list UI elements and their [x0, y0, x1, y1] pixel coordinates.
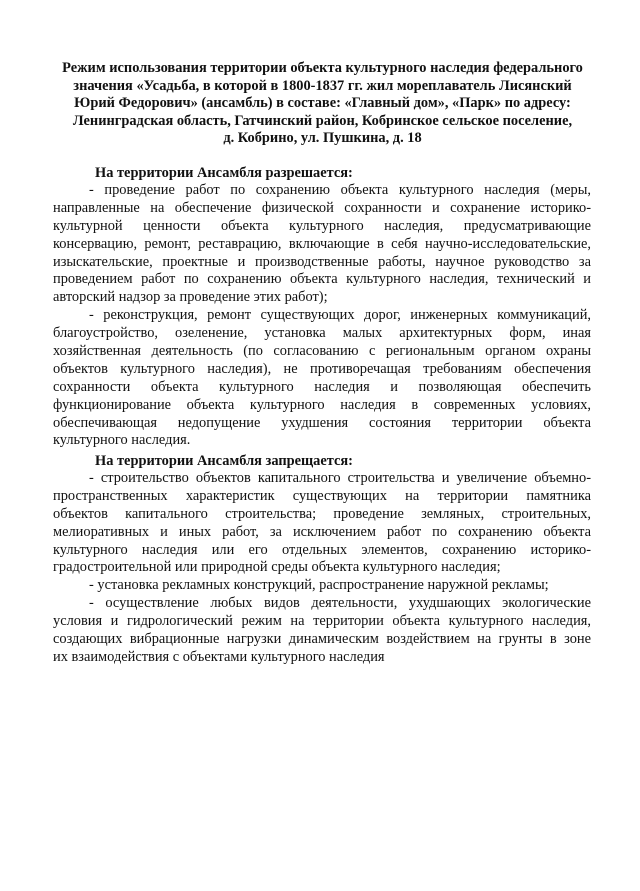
section-allowed [53, 164, 591, 450]
text-line: объектов капитального строительства; проведение земляных, строительных, [53, 505, 591, 522]
section-heading: На территории Ансамбля разрешается: [95, 165, 353, 181]
text-line: культурного наследия. [53, 432, 191, 449]
text-line: авторский надзор за проведение этих работ); [53, 289, 328, 306]
list-item [53, 595, 591, 667]
text-line: консервацию, ремонт, реставрацию, включающие в себя научно-исследовательские, [53, 235, 591, 252]
list-item [53, 307, 591, 450]
document-title [50, 60, 595, 148]
text-line: мелиоративных и иных работ, за исключением работ по сохранению объекта [53, 523, 591, 540]
text-line: обеспечивающая недопущение ухудшения состояния территории объекта [53, 414, 591, 431]
text-line: функционирование объекта культурного наследия в современных условиях, [53, 396, 591, 413]
text-line: - проведение работ по сохранению объекта культурного наследия (меры, [89, 182, 591, 198]
text-line: создающих вибрационные нагрузки динамическим воздействием на грунты в зоне [53, 631, 591, 648]
list-item [53, 182, 591, 307]
title-line: значения «Усадьба, в которой в 1800-1837 гг. жил мореплаватель Лисянский [73, 77, 572, 94]
text-line: - строительство объектов капитального строительства и увеличение объемно- [89, 470, 591, 486]
text-line: - реконструкция, ремонт существующих дорог, инженерных коммуникаций, [89, 307, 591, 324]
list-item [53, 470, 591, 577]
title-line: Режим использования территории объекта культурного наследия федерального [62, 60, 583, 76]
text-line: изыскательские, проектные и производственные работы, научное руководство за [53, 253, 591, 270]
text-line: - осуществление любых видов деятельности, ухудшающих экологические [89, 595, 591, 612]
title-line: Ленинградская область, Гатчинский район, Кобринское сельское поселение, [72, 112, 573, 129]
text-line: сохранности объекта культурного наследия и позволяющая обеспечить [53, 378, 591, 395]
title-line: д. Кобрино, ул. Пушкина, д. 18 [223, 130, 422, 146]
section-heading: На территории Ансамбля запрещается: [95, 453, 353, 469]
text-line: - установка рекламных конструкций, распространение наружной рекламы; [89, 577, 549, 594]
text-line: хозяйственная деятельность (по согласованию с региональным органом охраны [53, 343, 591, 360]
list-item [53, 577, 591, 595]
text-line: культурной ценности объекта культурного наследия, предусматривающие [53, 217, 591, 234]
text-line: их взаимодействия с объектами культурного наследия [53, 648, 385, 665]
text-line: условия и гидрологический режим на территории объекта культурного наследия, [53, 613, 591, 630]
text-line: культурного наследия или его отдельных элементов, сохранению историко- [53, 541, 591, 558]
text-line: градостроительной или природной среды объекта культурного наследия; [53, 559, 501, 576]
title-line: Юрий Федорович» (ансамбль) в составе: «Главный дом», «Парк» по адресу: [74, 95, 571, 111]
text-line: направленные на обеспечение физической сохранности и сохранение историко- [53, 199, 591, 216]
text-line: объектов культурного наследия), не противоречащая требованиям обеспечения [53, 360, 591, 377]
text-line: пространственных характеристик существующих на территории памятника [53, 487, 591, 504]
text-line: благоустройство, озеленение, установка малых архитектурных форм, иная [53, 325, 591, 342]
text-line: проведением работ по сохранению объекта культурного наследия, технический и [53, 271, 591, 288]
section-forbidden [53, 452, 591, 667]
